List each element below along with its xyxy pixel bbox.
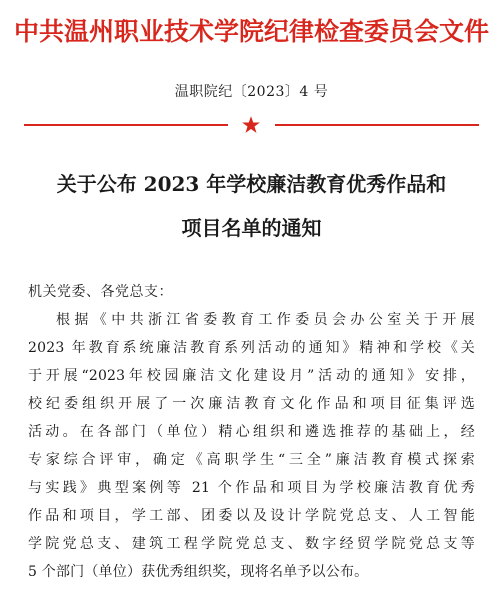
body-line-8: 作品和项目，学工部、团委以及设计学院党总支、人工智能 xyxy=(28,508,475,524)
body-line-9: 学院党总支、建筑工程学院党总支、数字经贸学院党总支等 xyxy=(28,536,475,552)
notice-title-line-2: 项目名单的通知 xyxy=(181,216,322,240)
body-line-3: 于开展“2023年校园廉洁文化建设月”活动的通知》安排， xyxy=(28,368,475,384)
divider-rule-right xyxy=(275,124,479,126)
body-line-4: 校纪委组织开展了一次廉洁教育文化作品和项目征集评选 xyxy=(28,396,475,412)
body-line-7: 与实践》典型案例等 21 个作品和项目为学校廉洁教育优秀 xyxy=(28,480,475,496)
body-line-10: 5 个部门（单位）获优秀组织奖，现将名单予以公布。 xyxy=(28,564,369,580)
document-number: 温职院纪〔2023〕4 号 xyxy=(174,84,329,100)
star-icon xyxy=(240,115,262,135)
body-line-1: 根据《中共浙江省委教育工作委员会办公室关于开展 xyxy=(56,312,475,328)
document-masthead: 中共温州职业技术学院纪律检查委员会文件 xyxy=(13,17,489,46)
red-divider xyxy=(24,118,479,132)
body-line-6: 专家综合评审，确定《高职学生“三全”廉洁教育模式探索 xyxy=(28,452,475,468)
notice-title-line-1: 关于公布 2023 年学校廉洁教育优秀作品和 xyxy=(56,172,447,196)
salutation: 机关党委、各党总支： xyxy=(28,284,173,300)
divider-rule-left xyxy=(24,124,228,126)
body-line-2: 2023 年教育系统廉洁教育系列活动的通知》精神和学校《关 xyxy=(28,340,475,356)
body-line-5: 活动。在各部门（单位）精心组织和遴选推荐的基础上，经 xyxy=(28,424,475,440)
